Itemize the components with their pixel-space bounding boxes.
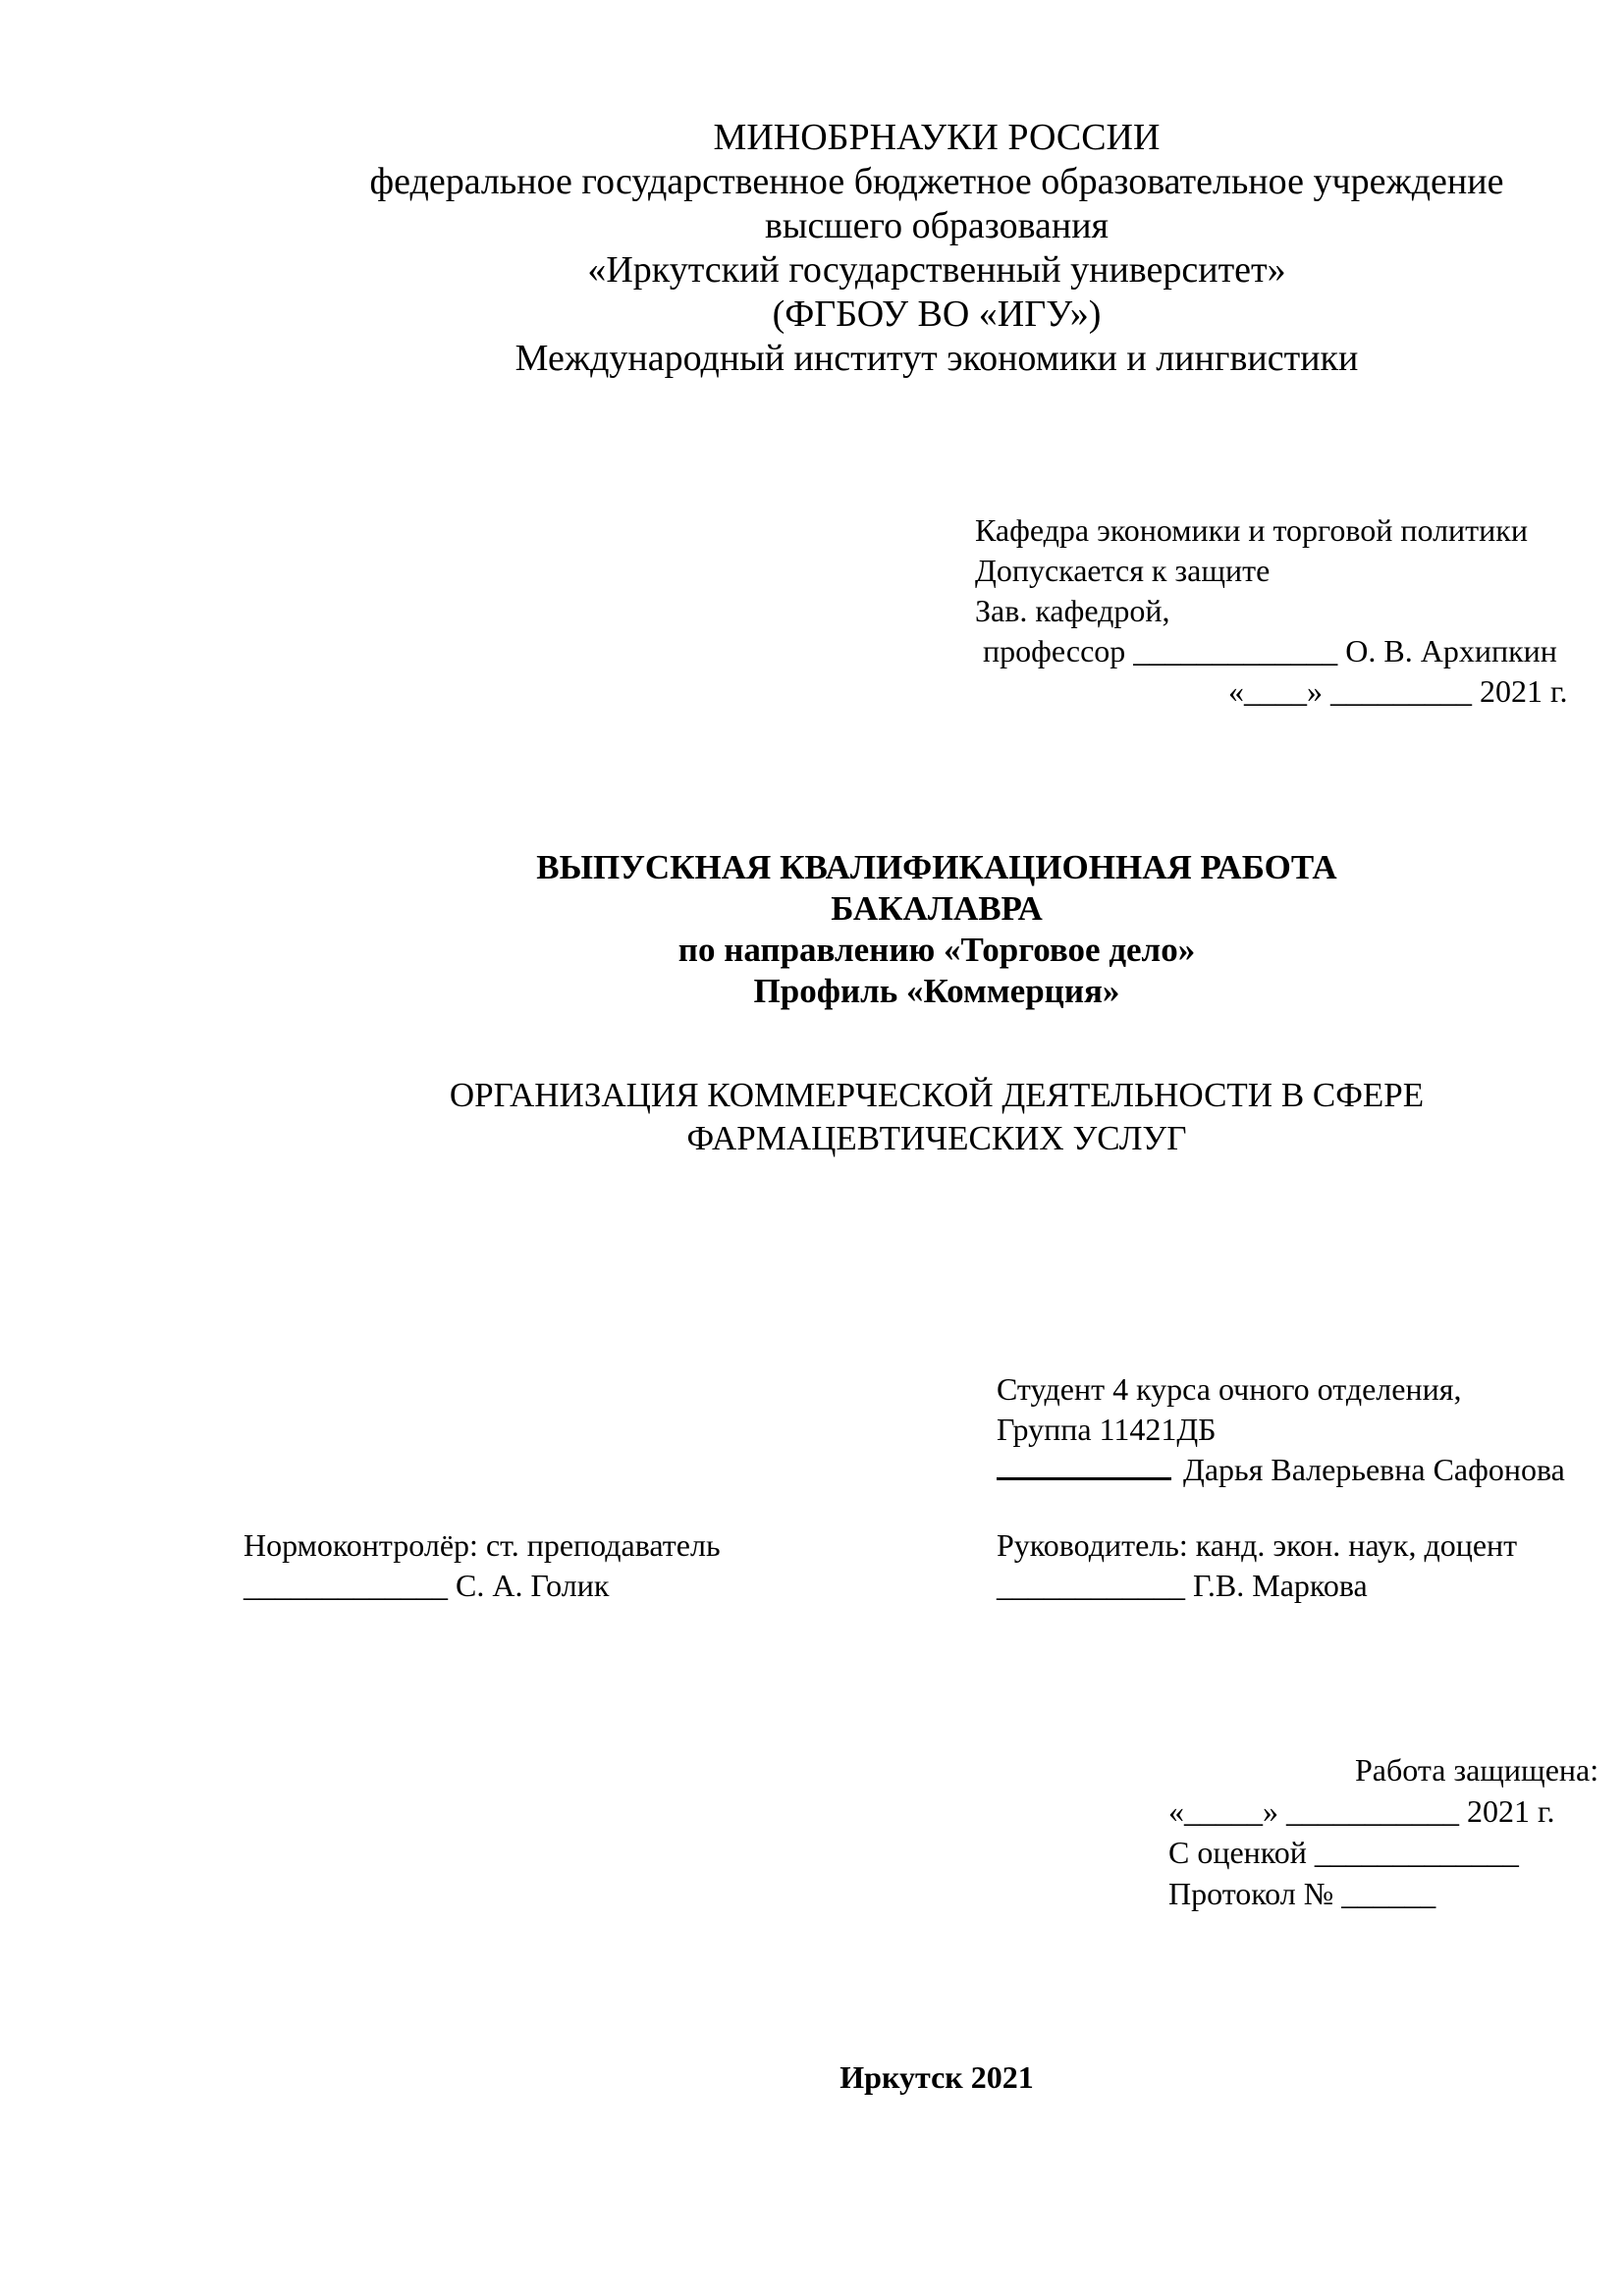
education-level: высшего образования	[764, 205, 1110, 246]
defense-title: Работа защищена:	[1355, 1752, 1599, 1788]
student-course: Студент 4 курса очного отделения,	[997, 1371, 1462, 1407]
supervisor-title: Руководитель: канд. экон. наук, доцент	[997, 1527, 1518, 1563]
department-approval-block	[975, 510, 1568, 712]
normocontroller-block	[244, 1525, 721, 1606]
university-abbreviation: (ФГБОУ ВО «ИГУ»)	[772, 294, 1102, 335]
topic-line-1: ОРГАНИЗАЦИЯ КОММЕРЧЕСКОЙ ДЕЯТЕЛЬНОСТИ В СФЕРЕ	[449, 1076, 1425, 1114]
student-block	[997, 1369, 1565, 1490]
thesis-topic	[0, 1074, 1624, 1160]
ministry-name: МИНОБРНАУКИ РОССИИ	[713, 117, 1161, 158]
head-signature-line: профессор _____________ О. В. Архипкин	[975, 633, 1557, 668]
defense-protocol-line: Протокол № ______	[1168, 1876, 1436, 1911]
head-of-department: Зав. кафедрой,	[975, 593, 1170, 628]
normocontroller-signature-line: _____________ С. А. Голик	[244, 1568, 610, 1603]
topic-line-2: ФАРМАЦЕВТИЧЕСКИХ УСЛУГ	[686, 1119, 1187, 1157]
institution-type: федеральное государственное бюджетное образовательное учреждение	[369, 161, 1504, 202]
defense-date-line: «_____» ___________ 2021 г.	[1168, 1793, 1555, 1829]
student-group: Группа 11421ДБ	[997, 1412, 1217, 1447]
thesis-degree: БАКАЛАВРА	[831, 889, 1043, 928]
defense-block	[1168, 1749, 1598, 1914]
admitted-to-defense: Допускается к защите	[975, 553, 1271, 588]
student-signature-row	[997, 1450, 1565, 1490]
institute-name: Международный институт экономики и лингвистики	[514, 338, 1359, 379]
student-signature-line	[997, 1477, 1171, 1480]
thesis-profile: Профиль «Коммерция»	[753, 972, 1120, 1010]
university-name: «Иркутский государственный университет»	[587, 249, 1286, 291]
approval-date-line: «____» _________ 2021 г.	[1228, 673, 1568, 709]
supervisor-block	[997, 1525, 1517, 1606]
supervisor-signature-line: ____________ Г.В. Маркова	[997, 1568, 1368, 1603]
student-name: Дарья Валерьевна Сафонова	[1183, 1452, 1565, 1487]
thesis-type: ВЫПУСКНАЯ КВАЛИФИКАЦИОННАЯ РАБОТА	[536, 848, 1337, 886]
normocontroller-title: Нормоконтролёр: ст. преподаватель	[244, 1527, 721, 1563]
defense-grade-line: С оценкой _____________	[1168, 1835, 1519, 1870]
thesis-direction: по направлению «Торговое дело»	[677, 931, 1196, 969]
footer-city-year: Иркутск 2021	[839, 2059, 1034, 2095]
thesis-title-block	[0, 847, 1624, 1012]
university-header	[0, 116, 1624, 381]
department-name: Кафедра экономики и торговой политики	[975, 512, 1528, 548]
